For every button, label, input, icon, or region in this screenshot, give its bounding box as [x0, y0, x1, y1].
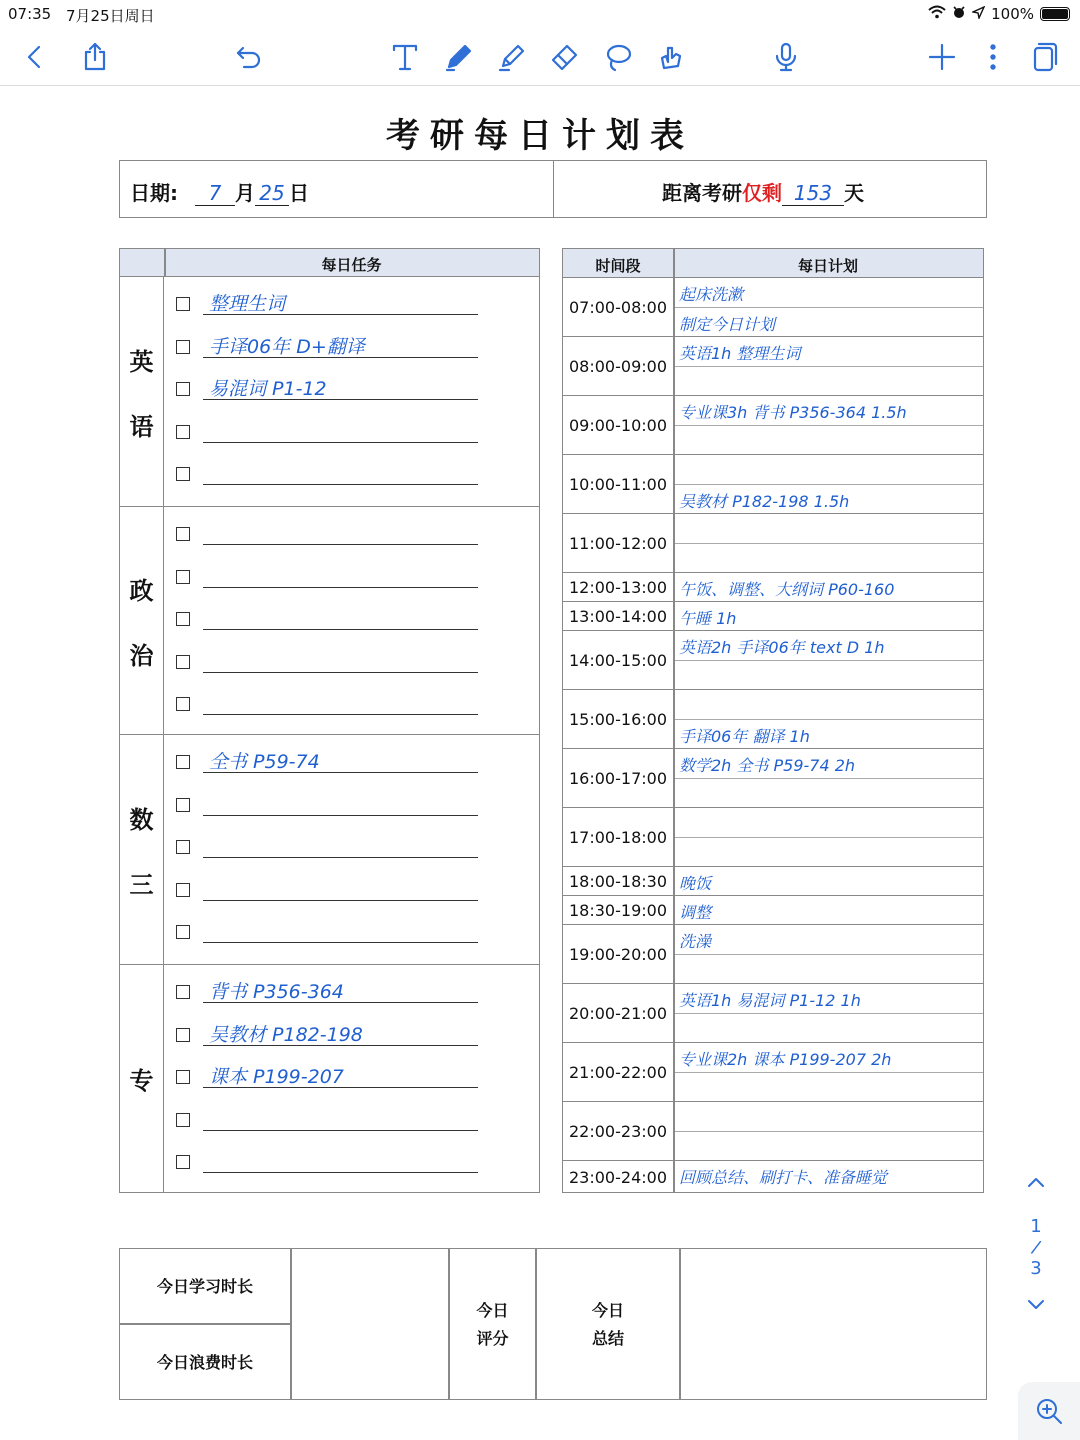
task-text[interactable]: 全书 P59-74 — [203, 743, 478, 773]
subject-block — [120, 965, 539, 1192]
zoom-in-icon — [1034, 1396, 1064, 1426]
task-text[interactable] — [203, 558, 478, 588]
time-slot: 17:00-18:00 — [569, 827, 667, 847]
total-pages: 3 — [1030, 1258, 1042, 1279]
schedule-row — [563, 278, 983, 337]
wifi-icon — [928, 5, 946, 23]
task-text[interactable] — [203, 643, 478, 673]
study-time-value[interactable] — [292, 1249, 447, 1323]
page-navigator — [1012, 1172, 1060, 1323]
subject-label — [120, 735, 164, 964]
task-item — [176, 743, 478, 773]
status-time: 07:35 — [8, 5, 52, 23]
schedule-row — [563, 867, 983, 896]
shapes-tool-icon[interactable] — [648, 34, 694, 80]
task-text[interactable] — [203, 455, 478, 485]
task-item — [176, 643, 478, 673]
countdown-highlight: 仅剩 — [742, 181, 782, 205]
schedule-row — [563, 1161, 983, 1193]
task-text[interactable] — [203, 828, 478, 858]
task-checkbox[interactable] — [176, 467, 190, 481]
task-item — [176, 455, 478, 485]
plan-entry[interactable]: 晚饭 — [679, 874, 712, 893]
subject-label-char: 三 — [129, 870, 154, 899]
task-checkbox[interactable] — [176, 755, 190, 769]
task-checkbox[interactable] — [176, 527, 190, 541]
task-item — [176, 1143, 478, 1173]
text-tool-icon[interactable] — [382, 34, 428, 80]
task-checkbox[interactable] — [176, 297, 190, 311]
task-item — [176, 1101, 478, 1131]
summary-table — [119, 1248, 987, 1400]
plan-entry[interactable]: 专业课2h 课本 P199-207 2h — [679, 1050, 892, 1069]
rating-label-line2: 评分 — [476, 1329, 509, 1348]
rating-label — [450, 1297, 535, 1353]
schedule-row — [563, 631, 983, 690]
subject-label-char: 英 — [129, 347, 154, 376]
plan-entry[interactable]: 英语2h 手译06年 text D 1h — [679, 638, 885, 657]
task-item — [176, 558, 478, 588]
eraser-tool-icon[interactable] — [542, 34, 588, 80]
task-text[interactable] — [203, 413, 478, 443]
subject-label — [120, 507, 164, 734]
task-checkbox[interactable] — [176, 985, 190, 999]
day-value[interactable]: 25 — [255, 181, 289, 206]
time-slot: 10:00-11:00 — [569, 474, 667, 494]
plan-entry[interactable]: 午睡 1h — [679, 609, 737, 628]
countdown-cell — [554, 161, 986, 217]
date-cell — [120, 161, 554, 217]
subject-block — [120, 507, 539, 735]
task-checkbox[interactable] — [176, 883, 190, 897]
status-bar — [0, 0, 1080, 28]
task-text[interactable]: 吴教材 P182-198 — [203, 1016, 478, 1046]
tasks-header-label: 每日任务 — [321, 256, 382, 274]
alarm-icon — [952, 5, 966, 23]
schedule-row — [563, 602, 983, 631]
page-title: 考研每日计划表 — [386, 116, 694, 156]
current-page: 1 — [1030, 1216, 1042, 1237]
study-time-label: 今日学习时长 — [156, 1277, 253, 1296]
toolbar — [0, 28, 1080, 86]
time-slot: 23:00-24:00 — [569, 1167, 667, 1187]
time-slot: 20:00-21:00 — [569, 1003, 667, 1023]
plan-entry[interactable]: 回顾总结、刷打卡、准备睡觉 — [679, 1168, 888, 1187]
task-checkbox[interactable] — [176, 340, 190, 354]
task-text[interactable] — [203, 685, 478, 715]
schedule-row — [563, 514, 983, 573]
task-text[interactable]: 整理生词 — [203, 285, 478, 315]
time-slot: 12:00-13:00 — [569, 577, 667, 597]
date-header — [119, 160, 987, 218]
plan-entry[interactable]: 手译06年 翻译 1h — [679, 726, 810, 746]
subject-block — [120, 735, 539, 965]
schedule-row — [563, 749, 983, 808]
time-slot: 21:00-22:00 — [569, 1062, 667, 1082]
time-slot: 15:00-16:00 — [569, 709, 667, 729]
task-text[interactable] — [203, 786, 478, 816]
add-icon[interactable] — [919, 34, 965, 80]
task-checkbox[interactable] — [176, 798, 190, 812]
task-text[interactable]: 课本 P199-207 — [203, 1058, 478, 1088]
month-label: 月 — [234, 181, 255, 205]
task-item — [176, 1058, 478, 1088]
time-slot: 08:00-09:00 — [569, 356, 667, 376]
task-text[interactable] — [203, 871, 478, 901]
page-separator: / — [1029, 1236, 1043, 1259]
plan-entry[interactable]: 制定今日计划 — [679, 314, 776, 334]
page-down-icon[interactable] — [1012, 1293, 1060, 1323]
task-item — [176, 685, 478, 715]
time-slot: 16:00-17:00 — [569, 768, 667, 788]
summary-value[interactable] — [681, 1249, 986, 1399]
microphone-icon[interactable] — [763, 34, 809, 80]
time-slot: 14:00-15:00 — [569, 650, 667, 670]
task-checkbox[interactable] — [176, 925, 190, 939]
task-text[interactable]: 手译06年 D+翻译 — [203, 328, 478, 358]
subject-label — [120, 965, 164, 1192]
status-date: 7月25日周日 — [66, 7, 155, 25]
task-item — [176, 328, 478, 358]
time-slot: 22:00-23:00 — [569, 1121, 667, 1141]
subject-label-char: 数 — [129, 805, 154, 834]
location-icon — [972, 5, 985, 23]
tasks-header — [120, 249, 539, 277]
lasso-tool-icon[interactable] — [595, 34, 641, 80]
plan-entry[interactable]: 调整 — [679, 903, 712, 922]
task-item — [176, 913, 478, 943]
battery-percent: 100% — [991, 5, 1034, 23]
schedule-row — [563, 573, 983, 602]
task-item — [176, 1016, 478, 1046]
time-slot: 11:00-12:00 — [569, 533, 667, 553]
undo-icon[interactable] — [226, 34, 272, 80]
task-item — [176, 413, 478, 443]
wasted-time-value[interactable] — [292, 1325, 447, 1399]
task-checkbox[interactable] — [176, 612, 190, 626]
plan-entry[interactable]: 起床洗漱 — [679, 285, 744, 304]
task-item — [176, 973, 478, 1003]
page-up-icon[interactable] — [1012, 1172, 1060, 1202]
time-slot: 09:00-10:00 — [569, 415, 667, 435]
schedule-header — [563, 249, 983, 278]
plan-entry[interactable]: 英语1h 整理生词 — [679, 344, 801, 363]
rating-label-line1: 今日 — [476, 1301, 509, 1320]
schedule-row — [563, 984, 983, 1043]
task-item — [176, 600, 478, 630]
task-checkbox[interactable] — [176, 697, 190, 711]
time-slot: 07:00-08:00 — [569, 297, 667, 317]
schedule-row — [563, 808, 983, 867]
pages-icon[interactable] — [1020, 34, 1066, 80]
subject-label-char: 语 — [129, 412, 154, 441]
schedule-row — [563, 337, 983, 396]
month-value[interactable]: 7 — [195, 181, 235, 206]
time-slot: 19:00-20:00 — [569, 944, 667, 964]
task-text[interactable] — [203, 515, 478, 545]
plan-entry[interactable]: 洗澡 — [679, 932, 712, 951]
plan-entry[interactable]: 吴教材 P182-198 1.5h — [679, 491, 850, 511]
days-suffix: 天 — [844, 181, 864, 205]
task-text[interactable] — [203, 913, 478, 943]
plan-column-header: 每日计划 — [797, 257, 858, 275]
schedule-row — [563, 896, 983, 925]
plan-entry[interactable]: 数学2h 全书 P59-74 2h — [679, 756, 856, 775]
task-checkbox[interactable] — [176, 1070, 190, 1084]
task-text[interactable] — [203, 1101, 478, 1131]
zoom-button[interactable] — [1018, 1382, 1080, 1440]
task-checkbox[interactable] — [176, 1155, 190, 1169]
schedule-table — [562, 248, 984, 1193]
subject-label-char: 治 — [129, 641, 154, 670]
task-text[interactable]: 背书 P356-364 — [203, 973, 478, 1003]
task-text[interactable] — [203, 600, 478, 630]
more-icon[interactable] — [970, 34, 1016, 80]
task-item — [176, 285, 478, 315]
battery-icon — [1040, 7, 1070, 21]
schedule-row — [563, 1043, 983, 1102]
days-left-value[interactable]: 153 — [782, 181, 844, 206]
task-checkbox[interactable] — [176, 425, 190, 439]
task-item — [176, 871, 478, 901]
summary-label-line1: 今日 — [591, 1301, 624, 1320]
schedule-row — [563, 690, 983, 749]
task-item — [176, 370, 478, 400]
date-label: 日期: — [130, 181, 178, 205]
subject-block — [120, 277, 539, 507]
task-checkbox[interactable] — [176, 1028, 190, 1042]
wasted-time-label: 今日浪费时长 — [156, 1353, 253, 1372]
task-checkbox[interactable] — [176, 570, 190, 584]
summary-label — [537, 1297, 679, 1353]
schedule-row — [563, 396, 983, 455]
day-label: 日 — [288, 181, 309, 205]
task-checkbox[interactable] — [176, 840, 190, 854]
task-text[interactable]: 易混词 P1-12 — [203, 370, 478, 400]
schedule-row — [563, 1102, 983, 1161]
task-item — [176, 515, 478, 545]
schedule-row — [563, 455, 983, 514]
highlighter-tool-icon[interactable] — [489, 34, 535, 80]
summary-label-line2: 总结 — [591, 1329, 624, 1348]
time-slot: 18:00-18:30 — [569, 871, 667, 891]
time-slot: 18:30-19:00 — [569, 900, 667, 920]
schedule-row — [563, 925, 983, 984]
task-text[interactable] — [203, 1143, 478, 1173]
subject-label-char: 专 — [129, 1067, 154, 1095]
task-item — [176, 786, 478, 816]
plan-entry[interactable]: 英语1h 易混词 P1-12 1h — [679, 991, 861, 1010]
subject-label — [120, 277, 164, 506]
countdown-prefix: 距离考研 — [662, 181, 742, 205]
subject-label-char: 政 — [129, 576, 154, 605]
pen-tool-icon[interactable] — [436, 34, 482, 80]
task-checkbox[interactable] — [176, 382, 190, 396]
share-icon[interactable] — [72, 34, 118, 80]
time-column-header: 时间段 — [595, 257, 641, 275]
daily-tasks-table — [119, 248, 540, 1193]
task-item — [176, 828, 478, 858]
plan-entry[interactable]: 专业课3h 背书 P356-364 1.5h — [679, 403, 907, 422]
back-icon[interactable] — [12, 34, 58, 80]
task-checkbox[interactable] — [176, 1113, 190, 1127]
status-right — [928, 5, 1070, 23]
time-slot: 13:00-14:00 — [569, 606, 667, 626]
task-checkbox[interactable] — [176, 655, 190, 669]
plan-entry[interactable]: 午饭、调整、大纲词 P60-160 — [679, 580, 895, 599]
